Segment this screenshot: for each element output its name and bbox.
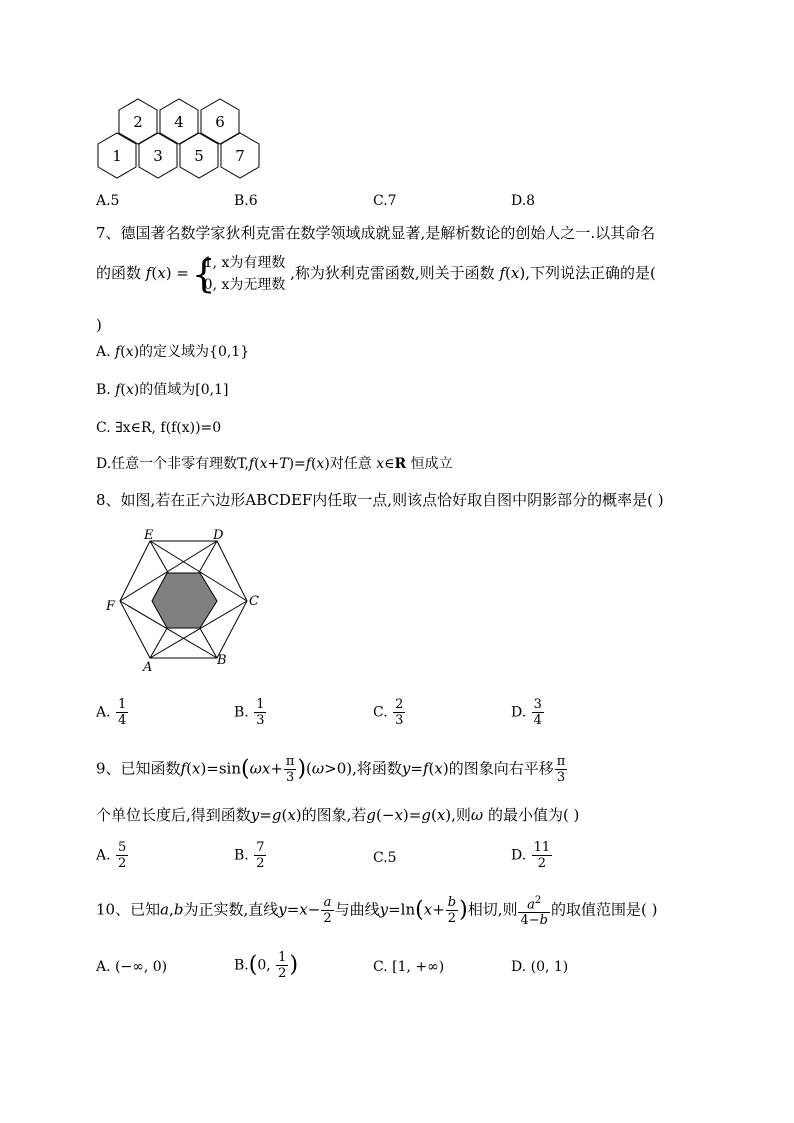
q8-option-a: A. $\frac{1}{4}$ bbox=[96, 697, 127, 728]
vertex-label-b: B bbox=[217, 653, 227, 668]
q6-option-a: A.5 bbox=[96, 193, 120, 209]
hex-label: 5 bbox=[194, 147, 204, 165]
q7-stem-line3: ) bbox=[96, 316, 102, 334]
hex-label: 3 bbox=[153, 147, 163, 165]
q7-piecewise: { 1, x为有理数 0, x为无理数 bbox=[191, 252, 286, 296]
q7-option-d: D.任意一个非零有理数T,f(x+T)=f(x)对任意 x∈R 恒成立 bbox=[96, 456, 453, 472]
hex-label: 2 bbox=[133, 113, 143, 131]
q9-stem-line1: 9、已知函数f(x)=sin(ωx+ $\frac{\pi}{3}$ )(ω>0),将函数y=f(x)的图象向右平移 $\frac{\pi}{3}$ bbox=[96, 754, 566, 785]
q7-option-c: C. ∃x∈R, f(f(x))=0 bbox=[96, 420, 222, 436]
q9-stem-line2: 个单位长度后,得到函数y=g(x)的图象,若g(−x)=g(x),则ω 的最小值为( ) bbox=[96, 806, 580, 824]
q9-option-c: C.5 bbox=[373, 850, 397, 866]
q7-option-b: B. f(x)的值域为[0,1] bbox=[96, 382, 229, 398]
q7-suffix: ,下列说法正确的是( bbox=[525, 264, 656, 282]
hex-label: 1 bbox=[112, 147, 122, 165]
q10-option-a: A. (−∞, 0) bbox=[96, 959, 168, 975]
q7-stem-line2: 的函数 f(x) = { 1, x为有理数 0, x为无理数 ,称为狄利克雷函数,则关于函数 f(x),下列说法正确的是( bbox=[96, 252, 656, 296]
q7-option-a: A. f(x)的定义域为{0,1} bbox=[96, 344, 250, 360]
q6-option-c: C.7 bbox=[373, 193, 397, 209]
q7-prefix: 的函数 bbox=[96, 264, 142, 282]
q7-mid: ,称为狄利克雷函数,则关于函数 bbox=[290, 264, 495, 282]
honeycomb-figure bbox=[90, 92, 275, 192]
q10-option-c: C. [1, +∞) bbox=[373, 959, 445, 975]
hex-label: 6 bbox=[215, 113, 225, 131]
vertex-label-c: C bbox=[249, 594, 259, 609]
vertex-label-f: F bbox=[106, 599, 116, 614]
q10-option-d: D. (0, 1) bbox=[511, 959, 569, 975]
q8-option-c: C. $\frac{2}{3}$ bbox=[373, 697, 404, 728]
q9-option-a: A. $\frac{5}{2}$ bbox=[96, 840, 127, 871]
hex-label: 4 bbox=[174, 113, 184, 131]
q9-option-d: D. $\frac{11}{2}$ bbox=[511, 840, 551, 871]
q8-option-d: D. $\frac{3}{4}$ bbox=[511, 697, 542, 728]
vertex-label-d: D bbox=[213, 528, 224, 543]
q8-option-b: B. $\frac{1}{3}$ bbox=[234, 697, 265, 728]
q8-stem: 8、如图,若在正六边形ABCDEF内任取一点,则该点恰好取自图中阴影部分的概率是( ) bbox=[96, 491, 664, 509]
q10-stem: 10、已知a,b为正实数,直线y=x− $\frac{a}{2}$ 与曲线y=ln(x+ $\frac{b}{2}$ )相切,则 $\frac{a^2}{4-b}$ 的取值范围是( ) bbox=[96, 895, 658, 929]
vertex-label-e: E bbox=[144, 528, 154, 543]
hexagon-figure bbox=[100, 528, 270, 678]
q7-stem-line1: 7、德国著名数学家狄利克雷在数学领域成就显著,是解析数论的创始人之一.以其命名 bbox=[96, 224, 656, 242]
q6-option-d: D.8 bbox=[511, 193, 536, 209]
q9-option-b: B. $\frac{7}{2}$ bbox=[234, 840, 265, 871]
hex-label: 7 bbox=[235, 147, 245, 165]
q10-option-b: B.(0, $\frac{1}{2}$ ) bbox=[234, 950, 299, 981]
shaded-region bbox=[152, 573, 217, 628]
q6-option-b: B.6 bbox=[234, 193, 258, 209]
vertex-label-a: A bbox=[143, 660, 153, 675]
